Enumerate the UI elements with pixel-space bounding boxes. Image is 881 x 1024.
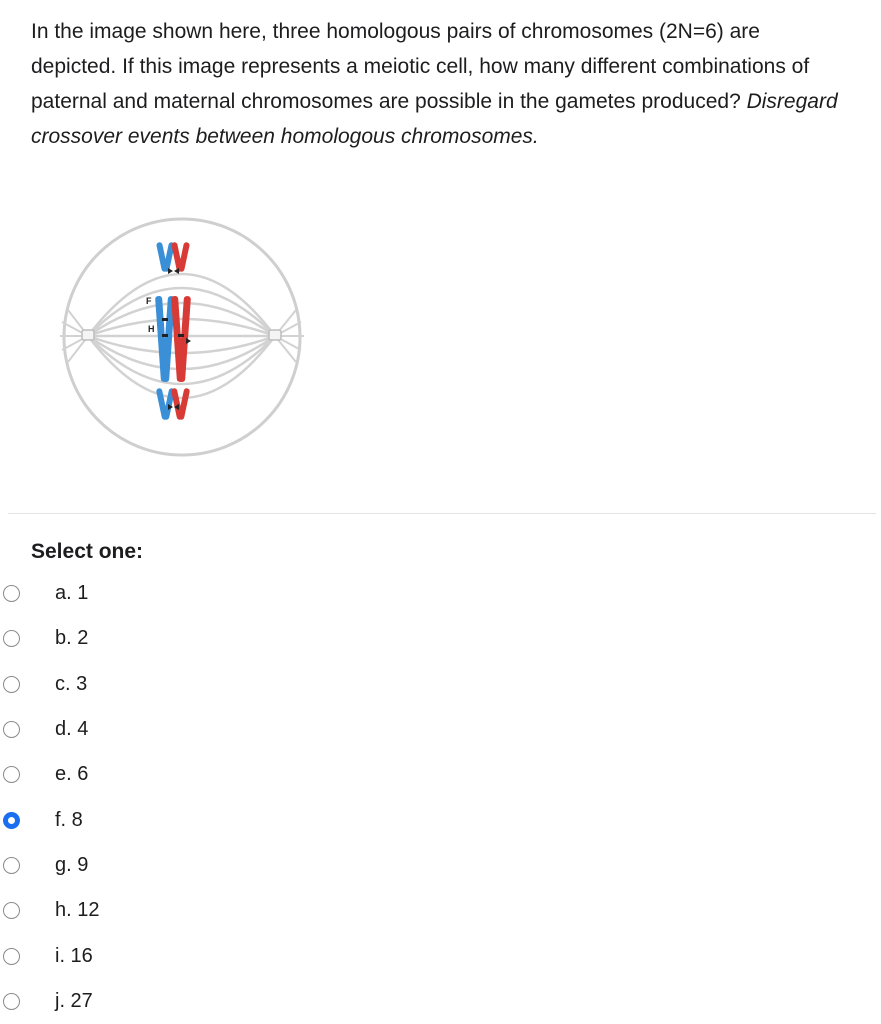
right-centrosome xyxy=(269,330,281,340)
allele-label-f: F xyxy=(146,296,152,306)
option-g-label: g. 9 xyxy=(55,853,89,876)
question-note: Disregard crossover events between homologous chromosomes. xyxy=(31,90,838,148)
gene-locus-h-maternal xyxy=(178,334,184,337)
option-b-radio[interactable] xyxy=(3,630,20,647)
option-j-radio[interactable] xyxy=(3,993,20,1010)
option-e-label: e. 6 xyxy=(55,763,89,786)
answer-options xyxy=(0,571,400,1024)
option-f[interactable] xyxy=(0,797,400,842)
meiosis-cell-diagram xyxy=(56,210,308,472)
option-d[interactable] xyxy=(0,707,400,752)
select-one-prompt: Select one: xyxy=(31,540,144,563)
option-a-radio[interactable] xyxy=(3,585,20,602)
option-c[interactable] xyxy=(0,662,400,707)
option-e[interactable] xyxy=(0,752,400,797)
option-c-radio[interactable] xyxy=(3,676,20,693)
gene-locus-f xyxy=(162,318,168,321)
option-i[interactable] xyxy=(0,933,400,978)
option-f-label: f. 8 xyxy=(55,808,83,831)
option-c-label: c. 3 xyxy=(55,672,88,695)
option-d-radio[interactable] xyxy=(3,721,20,738)
option-h-radio[interactable] xyxy=(3,902,20,919)
option-a-label: a. 1 xyxy=(55,582,89,605)
gene-locus-h xyxy=(162,334,168,337)
section-divider xyxy=(8,513,876,514)
meiosis-cell-figure xyxy=(56,210,308,472)
option-a[interactable] xyxy=(0,571,400,616)
allele-label-h: H xyxy=(148,324,155,334)
option-g[interactable] xyxy=(0,843,400,888)
option-i-label: i. 16 xyxy=(55,944,93,967)
option-d-label: d. 4 xyxy=(55,718,89,741)
option-i-radio[interactable] xyxy=(3,948,20,965)
left-centrosome xyxy=(82,330,94,340)
option-j-label: j. 27 xyxy=(55,989,93,1012)
option-f-radio[interactable] xyxy=(3,812,20,829)
option-h-label: h. 12 xyxy=(55,899,100,922)
question-main: In the image shown here, three homologous pairs of chromosomes (2N=6) are depicted. If this image represents a meiotic cell, how many different combinations of paternal and maternal chromosomes are possible in the gametes produced? xyxy=(31,20,810,113)
question-text xyxy=(31,14,851,154)
option-j[interactable] xyxy=(0,979,400,1024)
option-b-label: b. 2 xyxy=(55,627,89,650)
option-g-radio[interactable] xyxy=(3,857,20,874)
option-e-radio[interactable] xyxy=(3,766,20,783)
option-h[interactable] xyxy=(0,888,400,933)
option-b[interactable] xyxy=(0,616,400,661)
